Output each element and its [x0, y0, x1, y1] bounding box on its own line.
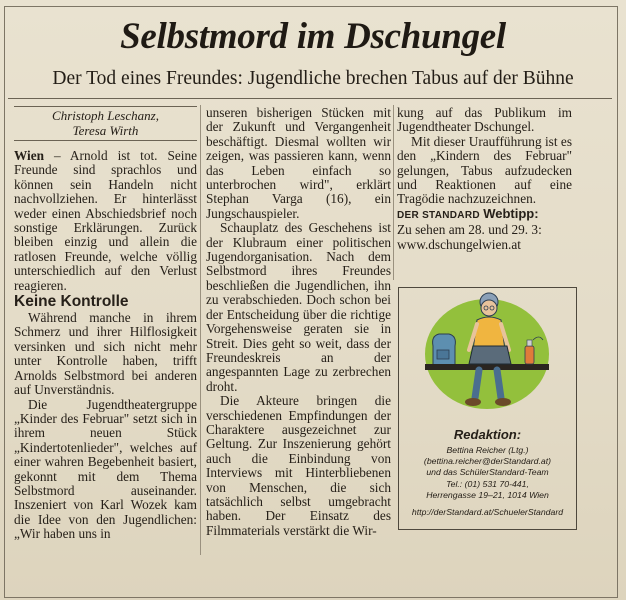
bottle-cap	[527, 340, 532, 346]
bench-icon	[425, 364, 549, 370]
byline-author-1: Christoph Leschanz,	[52, 108, 159, 123]
article-column-1	[14, 106, 197, 542]
subheading: Keine Kontrolle	[14, 293, 129, 311]
article-deck: Der Tod eines Freundes: Jugendliche brechen Tabus auf der Bühne	[52, 68, 574, 89]
editorial-box	[398, 287, 577, 530]
standard-brand: DER STANDARD	[397, 209, 480, 221]
girl-leg-left	[475, 370, 479, 398]
byline	[14, 106, 197, 141]
girl-leg-right	[497, 370, 501, 398]
editorial-contact	[399, 445, 576, 518]
editorial-address: Herrengasse 19–21, 1014 Wien	[426, 489, 549, 500]
shoe-right	[495, 398, 511, 406]
article-column-3	[397, 106, 572, 252]
column-divider	[200, 105, 201, 555]
body-paragraph: Mit dieser Uraufführung ist es den „Kindern des Februar" gelungen, Tabus aufzudecken und Reaktionen auf eine Tragödie nachzuzeichnen.	[397, 133, 572, 207]
body-paragraph: Die Akteure bringen die verschiedenen Empfindungen der Charaktere ausgezeichnet zur Geltung. Zur Inszenierung gehört auch die Einbindung von Interviews mit Hinterbliebenen von Menschen, die sich tatsächlich selbst umgebracht haben. Der Einsatz des Filmmaterials verstärkt die Wir-	[206, 393, 391, 538]
body-paragraph: Die Jugendtheatergruppe „Kinder des Februar" setzt sich in ihrem neuen Stück „Kindertotenlieder", welches auf einer wahren Begebenheit basiert, gekonnt mit dem Thema Selbstmord auseinander. Inszeniert von Karl Wozek kam die Idee von den Jugendlichen: „Wir haben uns in	[14, 396, 197, 542]
editorial-line: und das SchülerStandard-Team	[426, 467, 549, 478]
editorial-email: (bettina.reicher@derStandard.at)	[423, 456, 552, 467]
header-rule	[8, 98, 612, 99]
shoe-left	[465, 398, 481, 406]
body-paragraph: Schauplatz des Geschehens ist der Klubraum einer politischen Jugendorganisation. Nach dem Selbstmord ihres Freundes beschließen die Jugendlichen, ihn zu verabschieden. Doch schon bei der Entscheidung über die richtige Vorgehensweise geraten sie in Streit. Dies geht so weit, dass der Freundeskreis an der angespannten Lage zu zerbrechen droht.	[206, 220, 391, 394]
bottle-icon	[525, 346, 534, 364]
dateline: Wien	[14, 148, 45, 163]
editorial-url: http://derStandard.at/SchuelerStandard	[411, 507, 564, 518]
body-paragraph: unseren bisherigen Stücken mit der Zukunft und Vergangenheit beschäftigt. Diesmal wollten wir zeigen, was passieren kann, wenn das Leben einfach so unterbrochen wird", erklärt Stephan Varga (16), ein Jungschauspieler.	[206, 105, 391, 221]
intro-text: – Arnold ist tot. Seine Freunde sind sprachlos und können sein Handeln nicht nachvollziehen. Er hinterlässt weder einen Abschiedsbrief noch sonstige Erklärungen. Zurück bleiben einzig und allein die ratlosen Freunde, welche völlig unterschiedlich auf den Verlust reagieren.	[14, 148, 197, 293]
webtip-dates: Zu sehen am 28. und 29. 3:	[397, 222, 542, 238]
webtip-url: www.dschungelwien.at	[397, 236, 521, 252]
editorial-phone: Tel.: (01) 531 70-441,	[446, 478, 529, 489]
intro-paragraph	[14, 149, 197, 293]
column-divider	[393, 105, 394, 280]
article-column-2	[206, 106, 391, 538]
article-headline: Selbstmord im Dschungel	[120, 16, 506, 57]
webtip-heading	[397, 207, 572, 223]
backpack-pocket	[437, 350, 449, 359]
byline-author-2: Teresa Wirth	[72, 123, 139, 138]
girl-shirt	[473, 317, 505, 350]
webtip-label: Webtipp:	[483, 205, 539, 221]
girl-face	[481, 300, 497, 316]
editorial-title: Redaktion:	[453, 427, 522, 442]
reading-girl-laptop-illustration	[403, 290, 571, 418]
body-paragraph: Während manche in ihrem Schmerz und ihrer Hilflosigkeit versinken und sich nicht mehr unter Kontrolle haben, trifft Arnolds Selbstmord bei anderen auf Unverständnis.	[14, 310, 197, 398]
laptop-icon	[469, 346, 511, 364]
editorial-line: Bettina Reicher (Ltg.)	[446, 445, 529, 455]
body-paragraph: kung auf das Publikum im Jugendtheater Dschungel.	[397, 105, 572, 135]
